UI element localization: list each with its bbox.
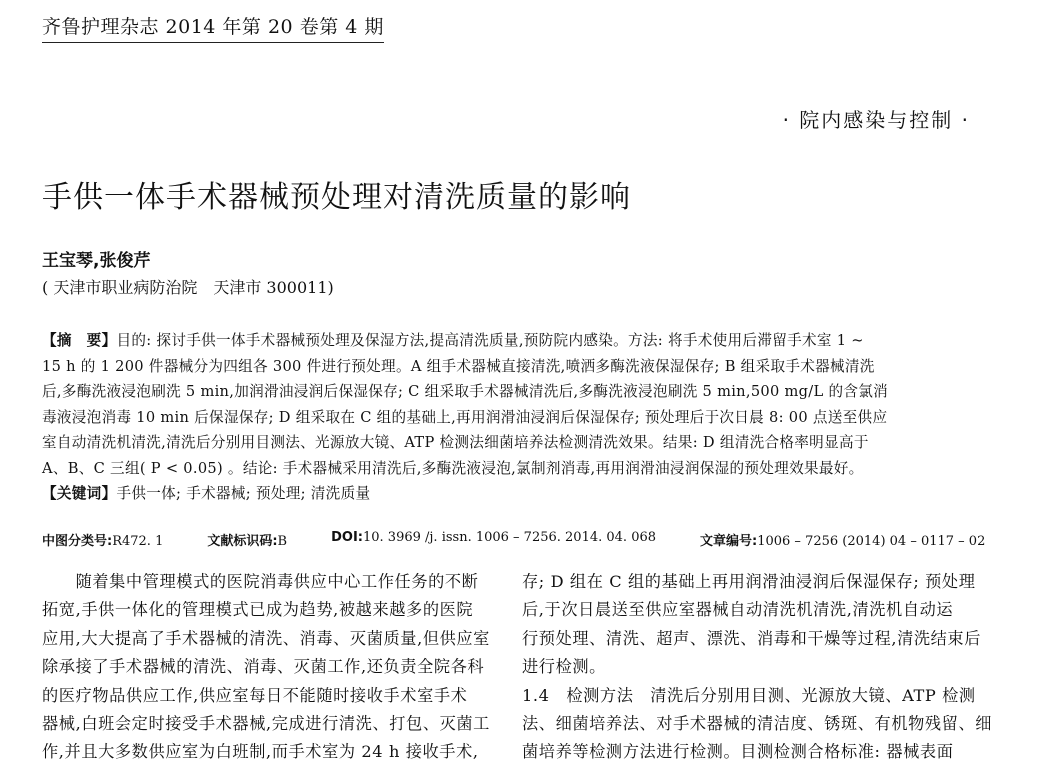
body-text: 行预处理、清洗、超声、漂洗、消毒和干燥等过程,清洗结束后	[522, 628, 982, 648]
body-text: 随着集中管理模式的医院消毒供应中心工作任务的不断	[42, 572, 479, 591]
abstract-text: 室自动清洗机清洗,清洗后分别用目测法、光源放大镜、ATP 检测法细菌培养法检测清洗效果。结果: D 组清洗合格率明显高于	[42, 434, 869, 451]
abstract-text: A、B、C 三组( P < 0.05) 。结论: 手术器械采用清洗后,多酶洗液浸泡,氯制剂消毒,再用润滑油浸润保湿的预处理效果最好。	[42, 459, 864, 477]
body-text: 器械,白班会定时接受手术器械,完成进行清洗、打包、灭菌工	[42, 714, 490, 734]
body-line	[522, 738, 972, 766]
clc-label: 中图分类号:	[42, 534, 113, 549]
abstract-text: 15 h 的 1 200 件器械分为四组各 300 件进行预处理。A 组手术器械直接清洗,喷洒多酶洗液保湿保存; B 组采取手术器械清洗	[42, 357, 875, 375]
body-text: 除承接了手术器械的清洗、消毒、灭菌工作,还负责全院各科	[42, 657, 485, 677]
keywords-line	[42, 481, 972, 507]
abstract-line	[42, 430, 972, 456]
article-metadata	[42, 530, 986, 549]
doc-code-label: 文献标识码:	[207, 534, 278, 549]
body-line	[522, 710, 993, 738]
body-line	[42, 653, 490, 681]
abstract-line	[42, 405, 972, 431]
doi-value: 10. 3969 /j. issn. 1006 – 7256. 2014. 04. 068	[363, 530, 657, 545]
clc-value: R472. 1	[112, 534, 164, 549]
article-title: 手供一体手术器械预处理对清洗质量的影响	[42, 180, 631, 215]
abstract-block	[42, 328, 972, 507]
body-line	[42, 682, 490, 710]
body-line	[522, 625, 982, 653]
clc-number	[42, 530, 163, 549]
body-text: 进行检测。	[522, 657, 606, 677]
body-text: 后,于次日晨送至供应室器械自动清洗机清洗,清洗机自动运	[522, 600, 954, 620]
body-line	[42, 625, 490, 653]
doi	[331, 530, 656, 549]
abstract-text: 毒液浸泡消毒 10 min 后保湿保存; D 组采取在 C 组的基础上,再用润滑油浸润后保湿保存; 预处理后于次日晨 8: 00 点送至供应	[42, 408, 888, 426]
body-text: 拓宽,手供一体化的管理模式已成为趋势,被越来越多的医院	[42, 600, 474, 620]
abstract-line	[42, 354, 972, 380]
body-text: 菌培养等检测方法进行检测。目测检测合格标准: 器械表面	[522, 742, 954, 762]
author-list: 王宝琴,张俊芹	[42, 251, 151, 271]
body-line	[42, 710, 490, 738]
journal-header: 齐鲁护理杂志 2014 年第 20 卷第 4 期	[42, 12, 384, 43]
body-column-right	[522, 568, 993, 767]
doc-code-value: B	[277, 534, 288, 549]
abstract-line	[42, 328, 972, 354]
article-number-value: 1006 – 7256 (2014) 04 – 0117 – 02	[757, 534, 986, 549]
body-line	[522, 596, 972, 624]
body-line	[522, 568, 976, 596]
body-line	[42, 568, 490, 596]
section-label: · 院内感染与控制 ·	[782, 108, 970, 132]
article-number-label: 文章编号:	[700, 534, 758, 549]
author-affiliation: ( 天津市职业病防治院 天津市 300011)	[42, 278, 334, 297]
body-text: 的医疗物品供应工作,供应室每日不能随时接收手术室手术	[42, 685, 468, 705]
article-number	[700, 530, 985, 549]
abstract-label: 【摘 要】	[42, 332, 117, 349]
document-code	[207, 530, 287, 549]
abstract-line	[42, 456, 972, 482]
body-line	[522, 653, 972, 681]
abstract-text: 后,多酶洗液浸泡刷洗 5 min,加润滑油浸润后保湿保存; C 组采取手术器械清洗后,多酶洗液浸泡刷洗 5 min,500 mg/L 的含氯消	[42, 383, 889, 400]
body-text: 1.4 检测方法 清洗后分别用目测、光源放大镜、ATP 检测	[522, 685, 976, 705]
abstract-text: 目的: 探讨手供一体手术器械预处理及保湿方法,提高清洗质量,预防院内感染。方法: 将手术使用后滞留手术室 1 ~	[116, 332, 864, 349]
abstract-line	[42, 379, 972, 405]
keywords-text: 手供一体; 手术器械; 预处理; 清洗质量	[116, 485, 371, 502]
doi-label: DOI:	[331, 530, 363, 545]
body-line	[42, 738, 490, 766]
keywords-label: 【关键词】	[42, 485, 117, 502]
body-text: 作,并且大多数供应室为白班制,而手术室为 24 h 接收手术,	[42, 742, 479, 762]
body-text: 法、细菌培养法、对手术器械的清洁度、锈斑、有机物残留、细	[522, 714, 993, 734]
section-heading-line	[522, 682, 976, 710]
body-text: 应用,大大提高了手术器械的清洗、消毒、灭菌质量,但供应室	[42, 628, 490, 648]
body-line	[42, 596, 490, 624]
body-column-left	[42, 568, 490, 767]
body-text: 存; D 组在 C 组的基础上再用润滑油浸润后保湿保存; 预处理	[522, 572, 976, 591]
